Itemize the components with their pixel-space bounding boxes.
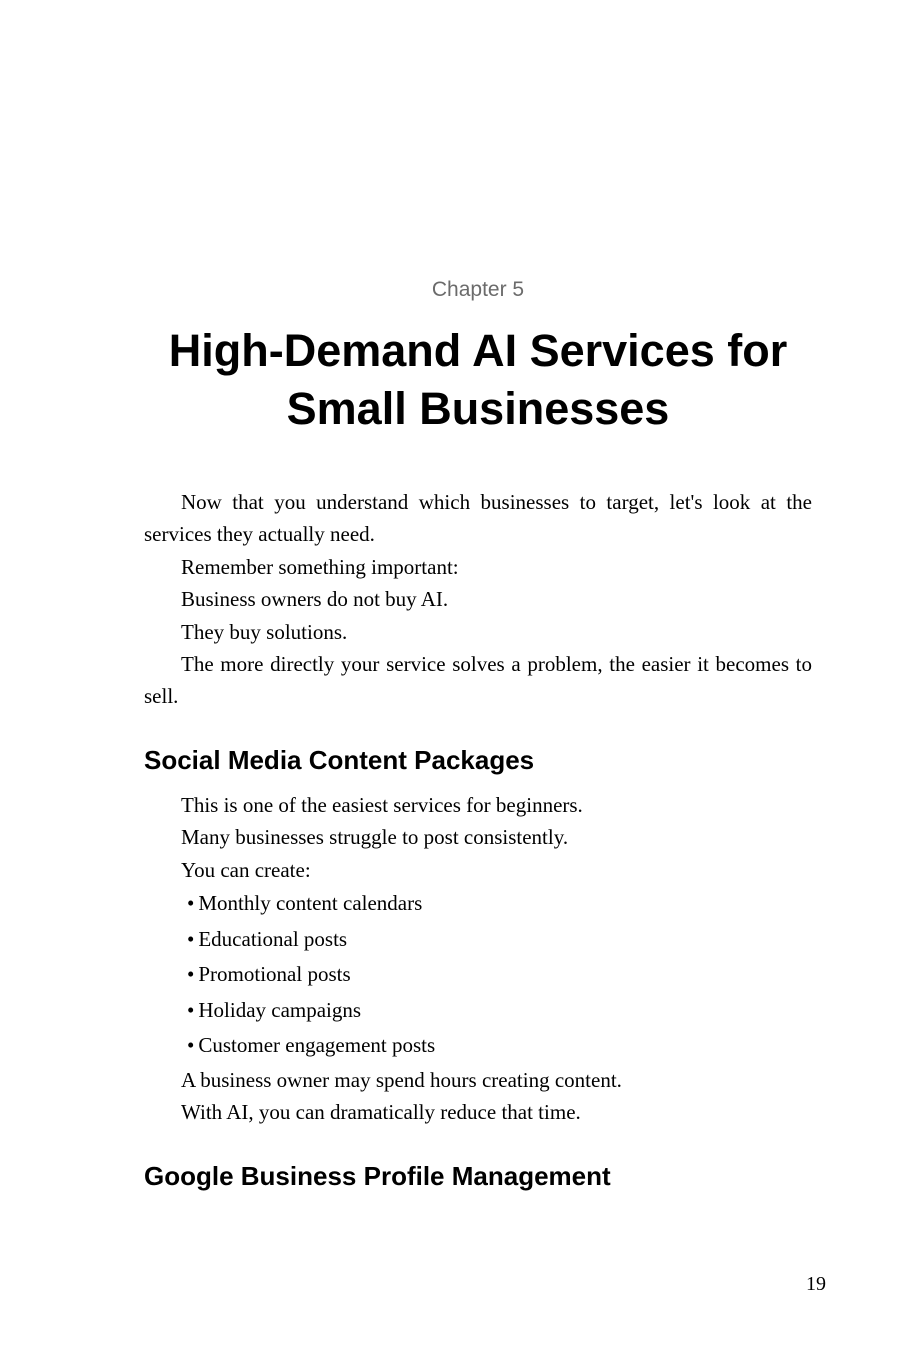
section-heading: Social Media Content Packages (144, 745, 535, 775)
section-text (144, 789, 812, 1129)
paragraph: Many businesses struggle to post consistently. (181, 825, 569, 850)
chapter-label: Chapter 5 (431, 278, 525, 301)
paragraph: With AI, you can dramatically reduce that time. (181, 1100, 581, 1125)
section-heading: Google Business Profile Management (144, 1161, 611, 1191)
chapter-title-line: Small Businesses (286, 383, 670, 434)
chapter-title-line: High-Demand AI Services for (168, 325, 788, 376)
list-item (144, 957, 812, 993)
paragraph: Remember something important: (181, 554, 459, 579)
paragraph: This is one of the easiest services for beginners. (181, 793, 583, 817)
bullet-icon: • (187, 997, 195, 1022)
list-item-text: Educational posts (198, 926, 348, 951)
chapter-title (0, 322, 900, 438)
list-item-text: Monthly content calendars (198, 891, 423, 916)
list-item (144, 993, 812, 1029)
paragraph: You can create: (181, 857, 311, 882)
paragraph: Business owners do not buy AI. (181, 587, 449, 612)
paragraph: They buy solutions. (181, 619, 348, 644)
bullet-list (144, 886, 812, 1064)
bullet-icon: • (187, 1033, 195, 1058)
bullet-icon: • (187, 962, 195, 987)
page-number: 19 (806, 1273, 826, 1295)
list-item-text: Holiday campaigns (198, 997, 362, 1022)
paragraph: A business owner may spend hours creating content. (181, 1067, 622, 1092)
bullet-icon: • (187, 926, 195, 951)
paragraph: Now that you understand which businesses to target, let's look at the services they actually need. (144, 490, 812, 547)
list-item-text: Promotional posts (198, 962, 351, 987)
bullet-icon: • (187, 891, 195, 916)
list-item-text: Customer engagement posts (198, 1033, 436, 1058)
list-item (144, 1028, 812, 1064)
intro-text (144, 486, 812, 713)
list-item (144, 886, 812, 922)
list-item (144, 922, 812, 958)
paragraph: The more directly your service solves a problem, the easier it becomes to sell. (144, 652, 812, 709)
